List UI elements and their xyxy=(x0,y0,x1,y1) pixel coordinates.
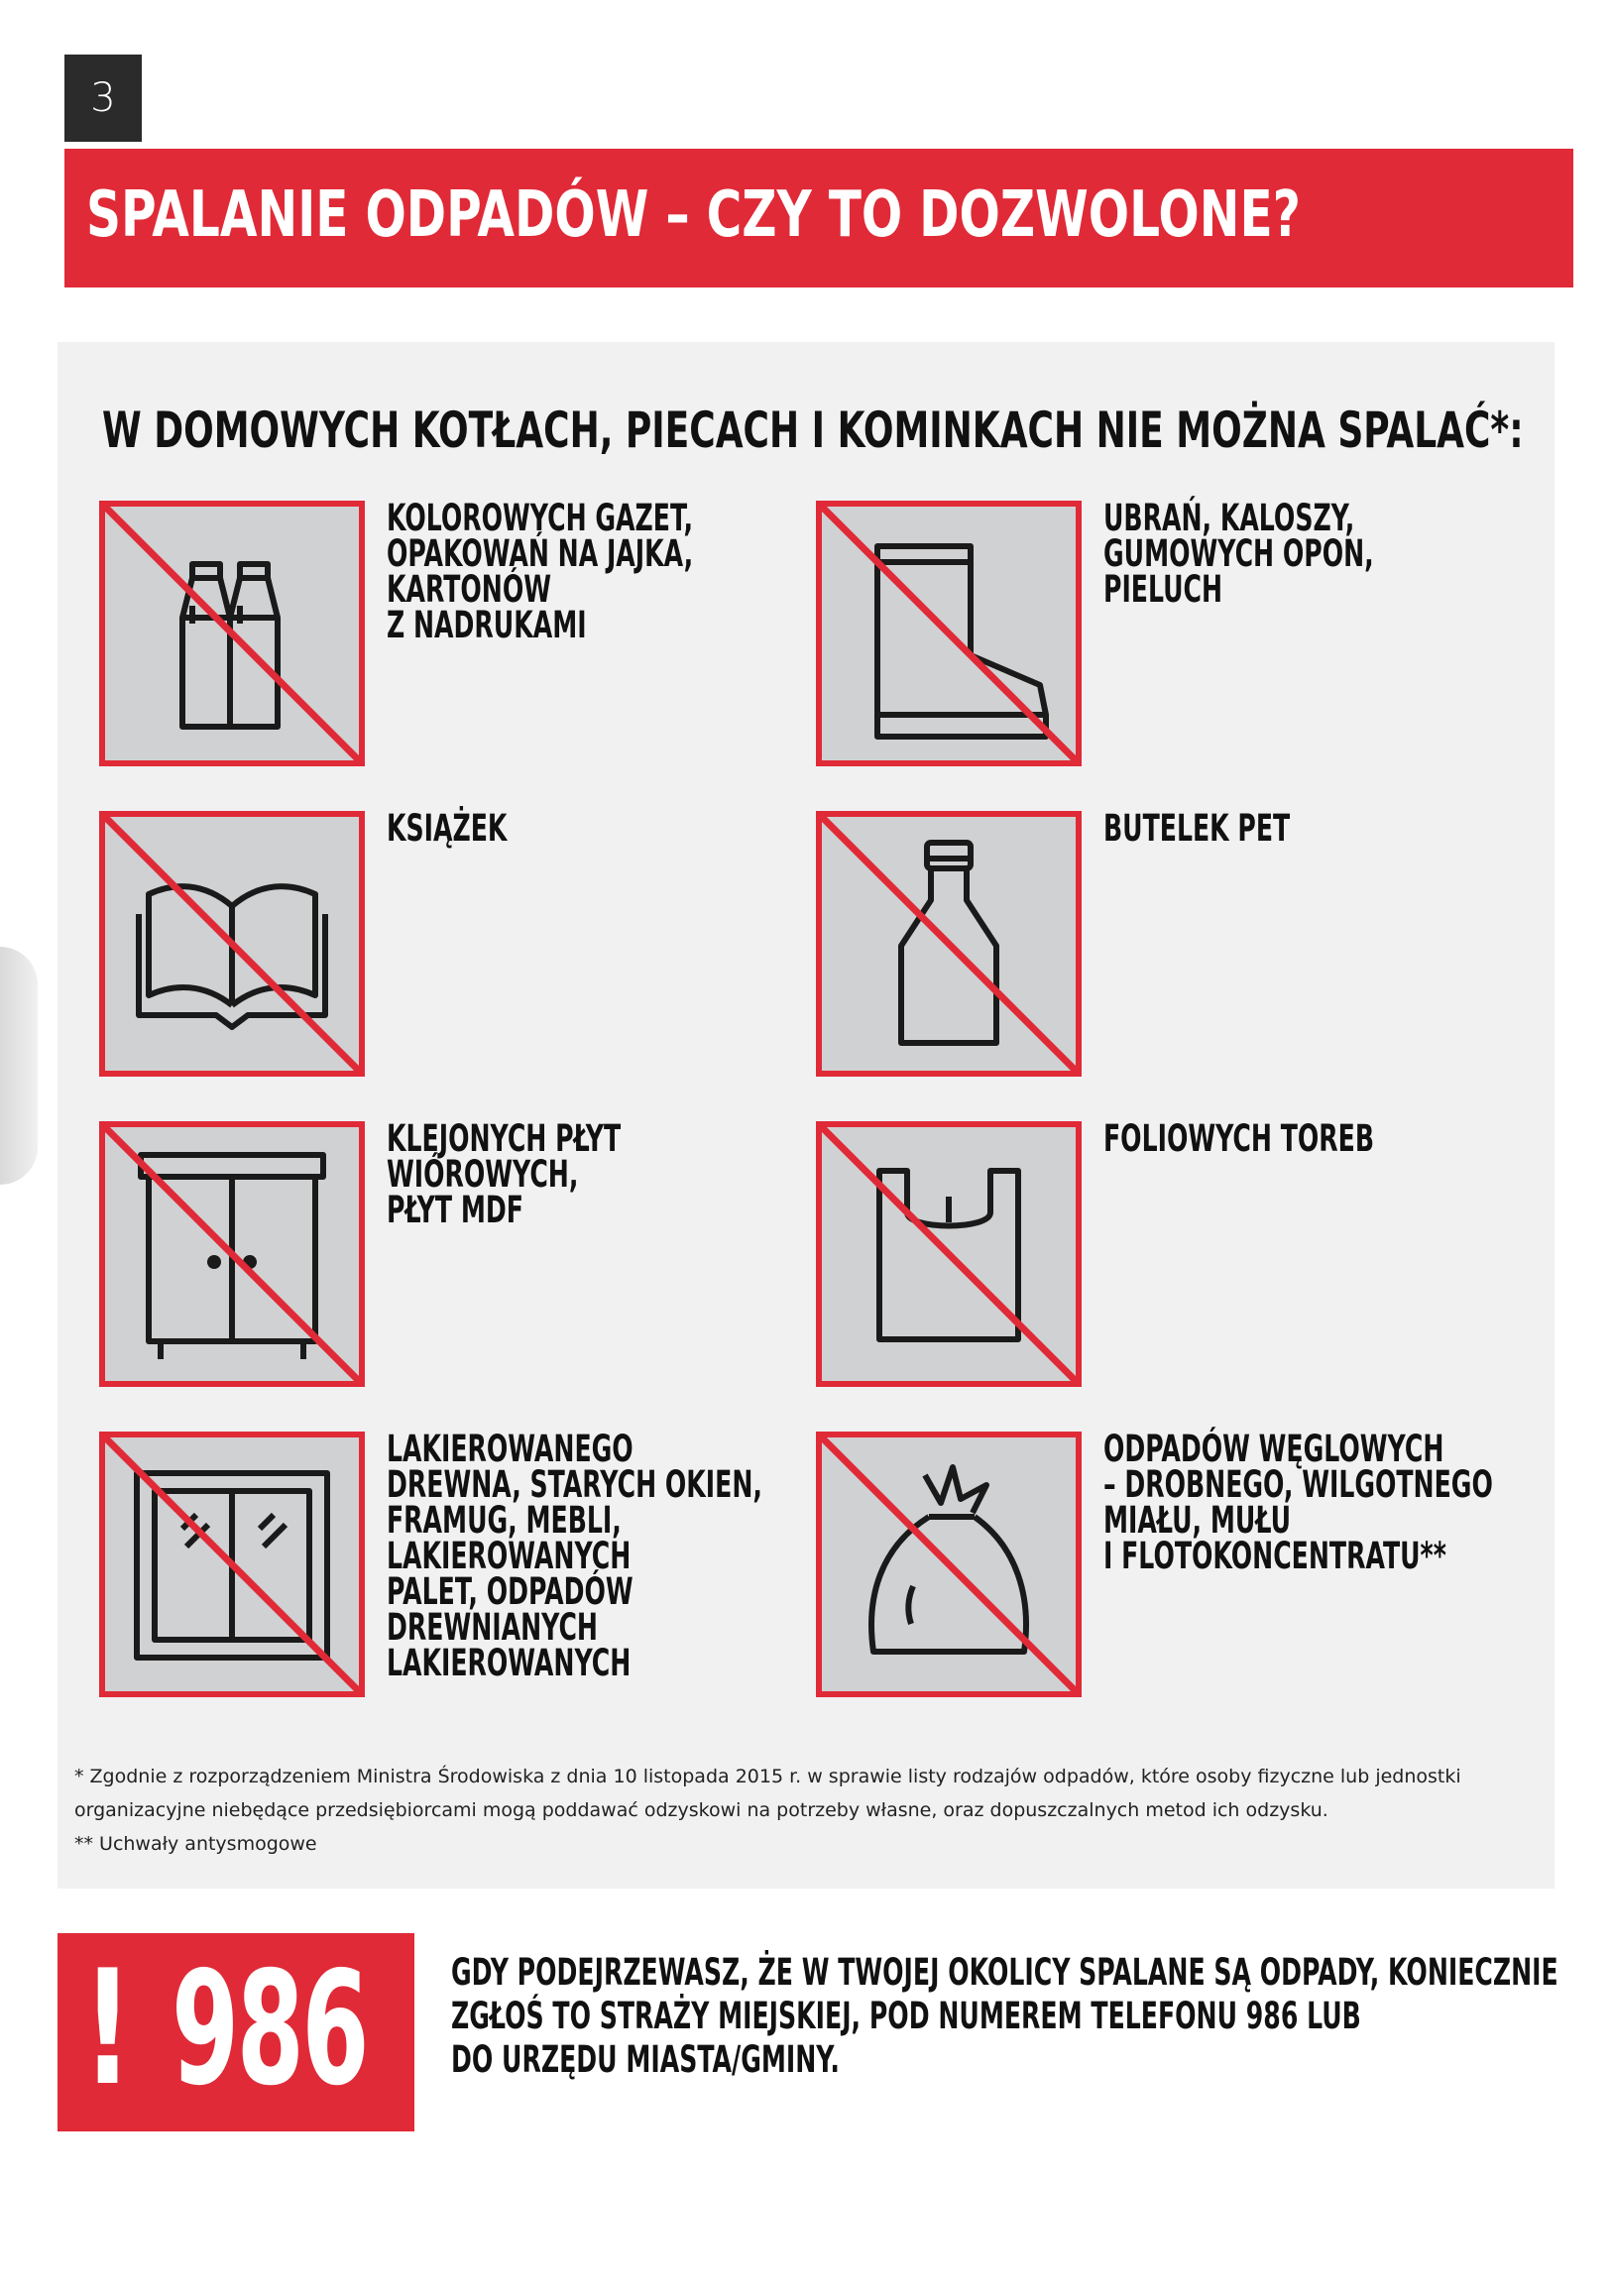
prohibited-item-clothes-tyres xyxy=(816,497,1550,788)
item-label xyxy=(1103,497,1374,611)
report-instruction-line: DO URZĘDU MIASTA/GMINY. xyxy=(451,2038,840,2081)
item-label-line: KSIĄŻEK xyxy=(387,807,508,850)
item-label-line: KLEJONYCH PŁYT xyxy=(387,1117,622,1160)
page-title: SPALANIE ODPADÓW – CZY TO DOZWOLONE? xyxy=(86,178,1301,252)
footnotes xyxy=(74,1760,1532,1861)
prohibition-sign xyxy=(816,501,1082,766)
prohibition-sign xyxy=(816,811,1082,1077)
emergency-number-badge xyxy=(58,1933,414,2131)
prohibited-item-pet-bottles xyxy=(816,807,1550,1098)
prohibition-sign xyxy=(816,1432,1082,1697)
prohibition-sign xyxy=(99,1432,365,1697)
item-label xyxy=(1103,1117,1375,1160)
item-label-line: ODPADÓW WĘGLOWYCH xyxy=(1103,1428,1444,1470)
item-label-line: – DROBNEGO, WILGOTNEGO xyxy=(1103,1463,1493,1506)
prohibition-slash xyxy=(105,1127,359,1381)
item-label-line: LAKIEROWANEGO xyxy=(387,1428,633,1470)
item-label-line: KARTONÓW xyxy=(387,568,551,611)
scan-margin-mark xyxy=(0,947,38,1185)
prohibition-slash xyxy=(105,507,359,760)
item-label-line: WIÓROWYCH, xyxy=(387,1153,579,1196)
item-label-line: I FLOTOKONCENTRATU** xyxy=(1103,1535,1446,1577)
report-instruction-line: ZGŁOŚ TO STRAŻY MIEJSKIEJ, POD NUMEREM TELEFONU 986 LUB xyxy=(451,1995,1361,2037)
prohibition-slash xyxy=(822,1437,1076,1691)
report-instruction-line: GDY PODEJRZEWASZ, ŻE W TWOJEJ OKOLICY SPALANE SĄ ODPADY, KONIECZNIE xyxy=(451,1951,1558,1994)
item-label-line: LAKIEROWANYCH xyxy=(387,1642,632,1684)
prohibited-item-newspapers-cartons xyxy=(99,497,833,788)
prohibition-sign xyxy=(99,1121,365,1387)
page-number-badge xyxy=(64,55,142,142)
prohibition-slash xyxy=(105,1437,359,1691)
prohibition-sign xyxy=(816,1121,1082,1387)
prohibition-slash xyxy=(822,507,1076,760)
item-label-line: FRAMUG, MEBLI, xyxy=(387,1499,622,1542)
prohibited-item-lacquered-wood xyxy=(99,1428,833,1719)
item-label-line: BUTELEK PET xyxy=(1103,807,1291,850)
item-label-line: PIELUCH xyxy=(1103,568,1223,611)
footnote-line: organizacyjne niebędące przedsiębiorcami mogą poddawać odzyskowi na potrzeby własne, oraz dopuszczalnych metod ich odzysku. xyxy=(74,1799,1328,1821)
item-label-line: GUMOWYCH OPON, xyxy=(1103,532,1374,575)
item-label-line: Z NADRUKAMI xyxy=(387,604,587,646)
item-label xyxy=(387,1428,762,1684)
item-label-line: DREWNA, STARYCH OKIEN, xyxy=(387,1463,762,1506)
prohibited-item-chipboard-mdf xyxy=(99,1117,833,1409)
item-label-line: DREWNIANYCH xyxy=(387,1606,598,1649)
item-label xyxy=(387,807,508,850)
item-label-line: KOLOROWYCH GAZET, xyxy=(387,497,694,539)
prohibition-slash xyxy=(105,817,359,1071)
item-label-line: PALET, ODPADÓW xyxy=(387,1570,633,1613)
footnote-antismog: ** Uchwały antysmogowe xyxy=(74,1833,317,1855)
prohibited-item-books xyxy=(99,807,833,1098)
item-label xyxy=(1103,807,1291,850)
exclamation-mark: ! xyxy=(82,1935,134,2121)
item-label-line: UBRAŃ, KALOSZY, xyxy=(1103,497,1355,539)
page-number: 3 xyxy=(90,75,116,121)
prohibited-item-coal-waste xyxy=(816,1428,1550,1719)
prohibited-items-panel xyxy=(58,342,1554,1889)
prohibited-item-plastic-bags xyxy=(816,1117,1550,1409)
prohibition-slash xyxy=(822,817,1076,1071)
prohibition-sign xyxy=(99,501,365,766)
item-label xyxy=(387,497,694,646)
report-instruction xyxy=(451,1951,1558,2082)
item-label-line: OPAKOWAŃ NA JAJKA, xyxy=(387,532,694,575)
section-heading: W DOMOWYCH KOTŁACH, PIECACH I KOMINKACH NIE MOŻNA SPALAĆ*: xyxy=(102,402,1524,459)
item-label xyxy=(387,1117,622,1231)
item-label-line: LAKIEROWANYCH xyxy=(387,1535,632,1577)
prohibition-slash xyxy=(822,1127,1076,1381)
item-label-line: FOLIOWYCH TOREB xyxy=(1103,1117,1375,1160)
prohibition-sign xyxy=(99,811,365,1077)
item-label-line: PŁYT MDF xyxy=(387,1189,523,1231)
title-banner xyxy=(64,149,1573,287)
item-label-line: MIAŁU, MUŁU xyxy=(1103,1499,1292,1542)
footnote-line: * Zgodnie z rozporządzeniem Ministra Środowiska z dnia 10 listopada 2015 r. w sprawie listy rodzajów odpadów, które osoby fizyczne lub jednostki xyxy=(74,1766,1461,1787)
phone-number: 986 xyxy=(172,1938,368,2121)
item-label xyxy=(1103,1428,1493,1577)
